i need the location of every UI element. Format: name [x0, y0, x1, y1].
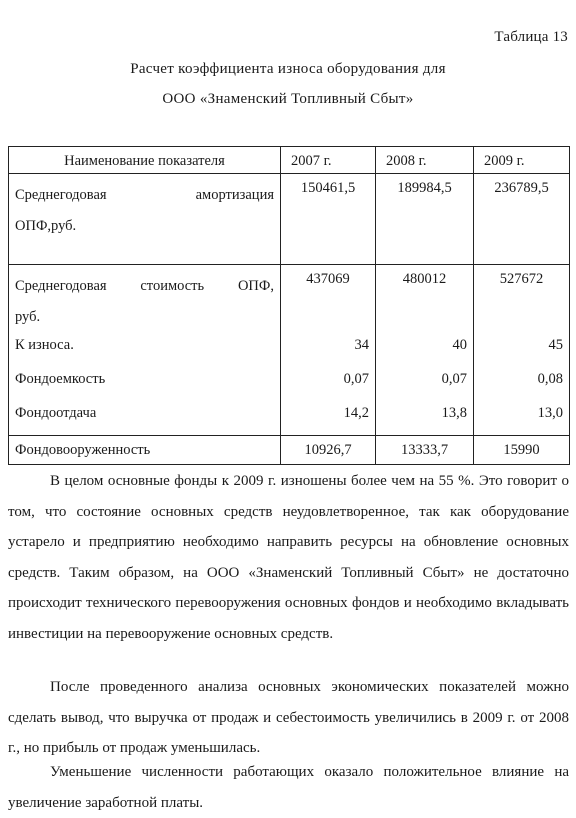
row-label: К износа. — [9, 333, 281, 367]
cell-2009: 15990 — [474, 436, 570, 465]
table-row — [9, 333, 570, 367]
cell-2007: 10926,7 — [281, 436, 376, 465]
table-caption: Таблица 13 — [494, 29, 568, 45]
row-label: Фондовооруженность — [9, 436, 281, 465]
cell-2008: 40 — [376, 333, 474, 367]
header-year-2008: 2008 г. — [376, 147, 474, 174]
table-title-line-2: ООО «Знаменский Топливный Сбыт» — [162, 91, 414, 107]
paragraph-1: В целом основные фонды к 2009 г. изношены более чем на 55 %. Это говорит о том, что состояние основных средств неудовлетворенное, так как оборудование устарело и предприятию необходимо направить ресурсы на обновление основных средств. Таким образом, на ООО «Знаменский Топливный Сбыт» не достаточно происходит технического перевооружения основных фондов и необходимо вкладывать инвестиции на перевооружение основных средств. — [8, 473, 569, 642]
cell-2007: 150461,5 — [281, 174, 376, 265]
paragraph-3: Уменьшение численности работающих оказало положительное влияние на увеличение заработной платы. — [8, 764, 569, 811]
row-label-line-2: руб. — [15, 309, 41, 325]
cell-2009: 527672 — [474, 265, 570, 334]
header-year-2007: 2007 г. — [281, 147, 376, 174]
cell-2007: 14,2 — [281, 401, 376, 436]
row-label-line-2: ОПФ,руб. — [15, 218, 77, 234]
cell-2008: 480012 — [376, 265, 474, 334]
row-label: Фондоемкость — [9, 367, 281, 401]
row-label — [9, 174, 281, 265]
table-row — [9, 367, 570, 401]
cell-2009: 236789,5 — [474, 174, 570, 265]
table-title-line-1: Расчет коэффициента износа оборудования для — [130, 61, 446, 77]
cell-2008: 13333,7 — [376, 436, 474, 465]
row-label-line-1: Среднегодовая стоимость ОПФ, — [15, 278, 274, 294]
cell-2007: 437069 — [281, 265, 376, 334]
cell-2008: 189984,5 — [376, 174, 474, 265]
table-row — [9, 265, 570, 334]
cell-2007: 0,07 — [281, 367, 376, 401]
cell-2009: 45 — [474, 333, 570, 367]
table-row — [9, 401, 570, 436]
table-row — [9, 436, 570, 465]
header-year-2009: 2009 г. — [474, 147, 570, 174]
cell-2007: 34 — [281, 333, 376, 367]
cell-2008: 0,07 — [376, 367, 474, 401]
wear-coefficient-table — [8, 146, 570, 465]
cell-2009: 13,0 — [474, 401, 570, 436]
paragraph-2: После проведенного анализа основных экономических показателей можно сделать вывод, что выручка от продаж и себестоимость увеличились в 2009 г. от 2008 г., но прибыль от продаж уменьшилась. — [8, 679, 569, 757]
row-label — [9, 265, 281, 334]
row-label: Фондоотдача — [9, 401, 281, 436]
cell-2008: 13,8 — [376, 401, 474, 436]
header-indicator-name: Наименование показателя — [9, 147, 281, 174]
table-row — [9, 174, 570, 265]
row-label-line-1: Среднегодовая амортизация — [15, 187, 274, 203]
cell-2009: 0,08 — [474, 367, 570, 401]
table-header-row — [9, 147, 570, 174]
